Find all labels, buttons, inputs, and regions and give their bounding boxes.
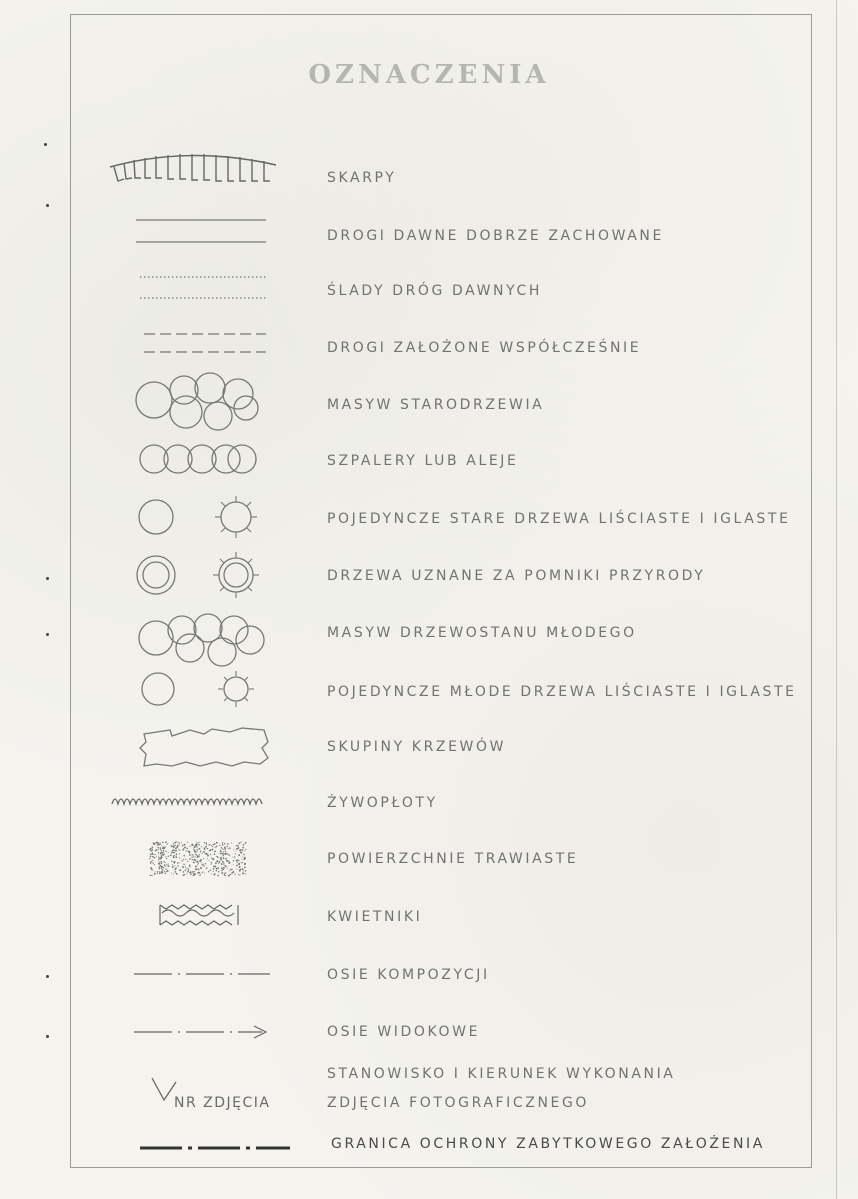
protection-border-icon: [100, 1116, 300, 1176]
label-masyw-starodrzewia: MASYW STARODRZEWIA: [327, 397, 545, 413]
monument-tree-icon: [100, 545, 300, 605]
label-kwietniki: KWIETNIKI: [327, 909, 423, 925]
view-axis-icon: [100, 1002, 300, 1062]
label-stanowisko: STANOWISKO I KIERUNEK WYKONANIA: [327, 1066, 676, 1082]
road-traces-icon: [100, 262, 300, 322]
margin-mark: [46, 975, 49, 978]
label-zdjecia-fotograficznego: ZDJĘCIA FOTOGRAFICZNEGO: [327, 1095, 590, 1111]
label-granica-ochrony: GRANICA OCHRONY ZABYTKOWEGO ZAŁOŻENIA: [331, 1136, 765, 1152]
label-pomniki-przyrody: DRZEWA UZNANE ZA POMNIKI PRZYRODY: [327, 568, 706, 584]
skarpy-icon: [100, 145, 300, 205]
margin-mark: [46, 577, 49, 580]
composition-axis-icon: [100, 944, 300, 1004]
tree-row-icon: [100, 430, 300, 490]
shrub-group-icon: [100, 718, 300, 778]
label-slady-drog: ŚLADY DRÓG DAWNYCH: [327, 283, 542, 299]
page-title: OZNACZENIA: [308, 60, 550, 90]
label-skupiny-krzewow: SKUPINY KRZEWÓW: [327, 739, 507, 755]
label-pojedyncze-mlode: POJEDYNCZE MŁODE DRZEWA LIŚCIASTE I IGLASTE: [327, 684, 797, 700]
margin-mark: [44, 143, 47, 146]
road-old-icon: [100, 205, 300, 265]
old-tree-mass-icon: [100, 372, 300, 432]
label-szpalery: SZPALERY LUB ALEJE: [327, 453, 519, 469]
grass-icon: [100, 830, 300, 890]
label-drogi-dawne: DROGI DAWNE DOBRZE ZACHOWANE: [327, 228, 664, 244]
margin-mark: [46, 1035, 49, 1038]
road-modern-icon: [100, 318, 300, 378]
single-old-tree-icon: [100, 488, 300, 548]
hedge-icon: [100, 772, 300, 832]
label-pojedyncze-stare: POJEDYNCZE STARE DRZEWA LIŚCIASTE I IGLASTE: [327, 511, 791, 527]
margin-mark: [46, 633, 49, 636]
label-osie-widokowe: OSIE WIDOKOWE: [327, 1024, 481, 1040]
label-skarpy: SKARPY: [327, 170, 397, 186]
sheet-edge: [836, 0, 837, 1199]
single-young-tree-icon: [100, 660, 300, 720]
label-powierzchnie-trawiaste: POWIERZCHNIE TRAWIASTE: [327, 851, 579, 867]
label-drogi-wspolczesne: DROGI ZAŁOŻONE WSPÓŁCZEŚNIE: [327, 340, 642, 356]
photo-number-label: NR ZDJĘCIA: [174, 1095, 271, 1111]
flowerbed-icon: [100, 885, 300, 945]
label-osie-kompozycji: OSIE KOMPOZYCJI: [327, 967, 490, 983]
margin-mark: [46, 204, 49, 207]
label-masyw-mlodego: MASYW DRZEWOSTANU MŁODEGO: [327, 625, 637, 641]
label-zywoploty: ŻYWOPŁOTY: [327, 795, 438, 811]
